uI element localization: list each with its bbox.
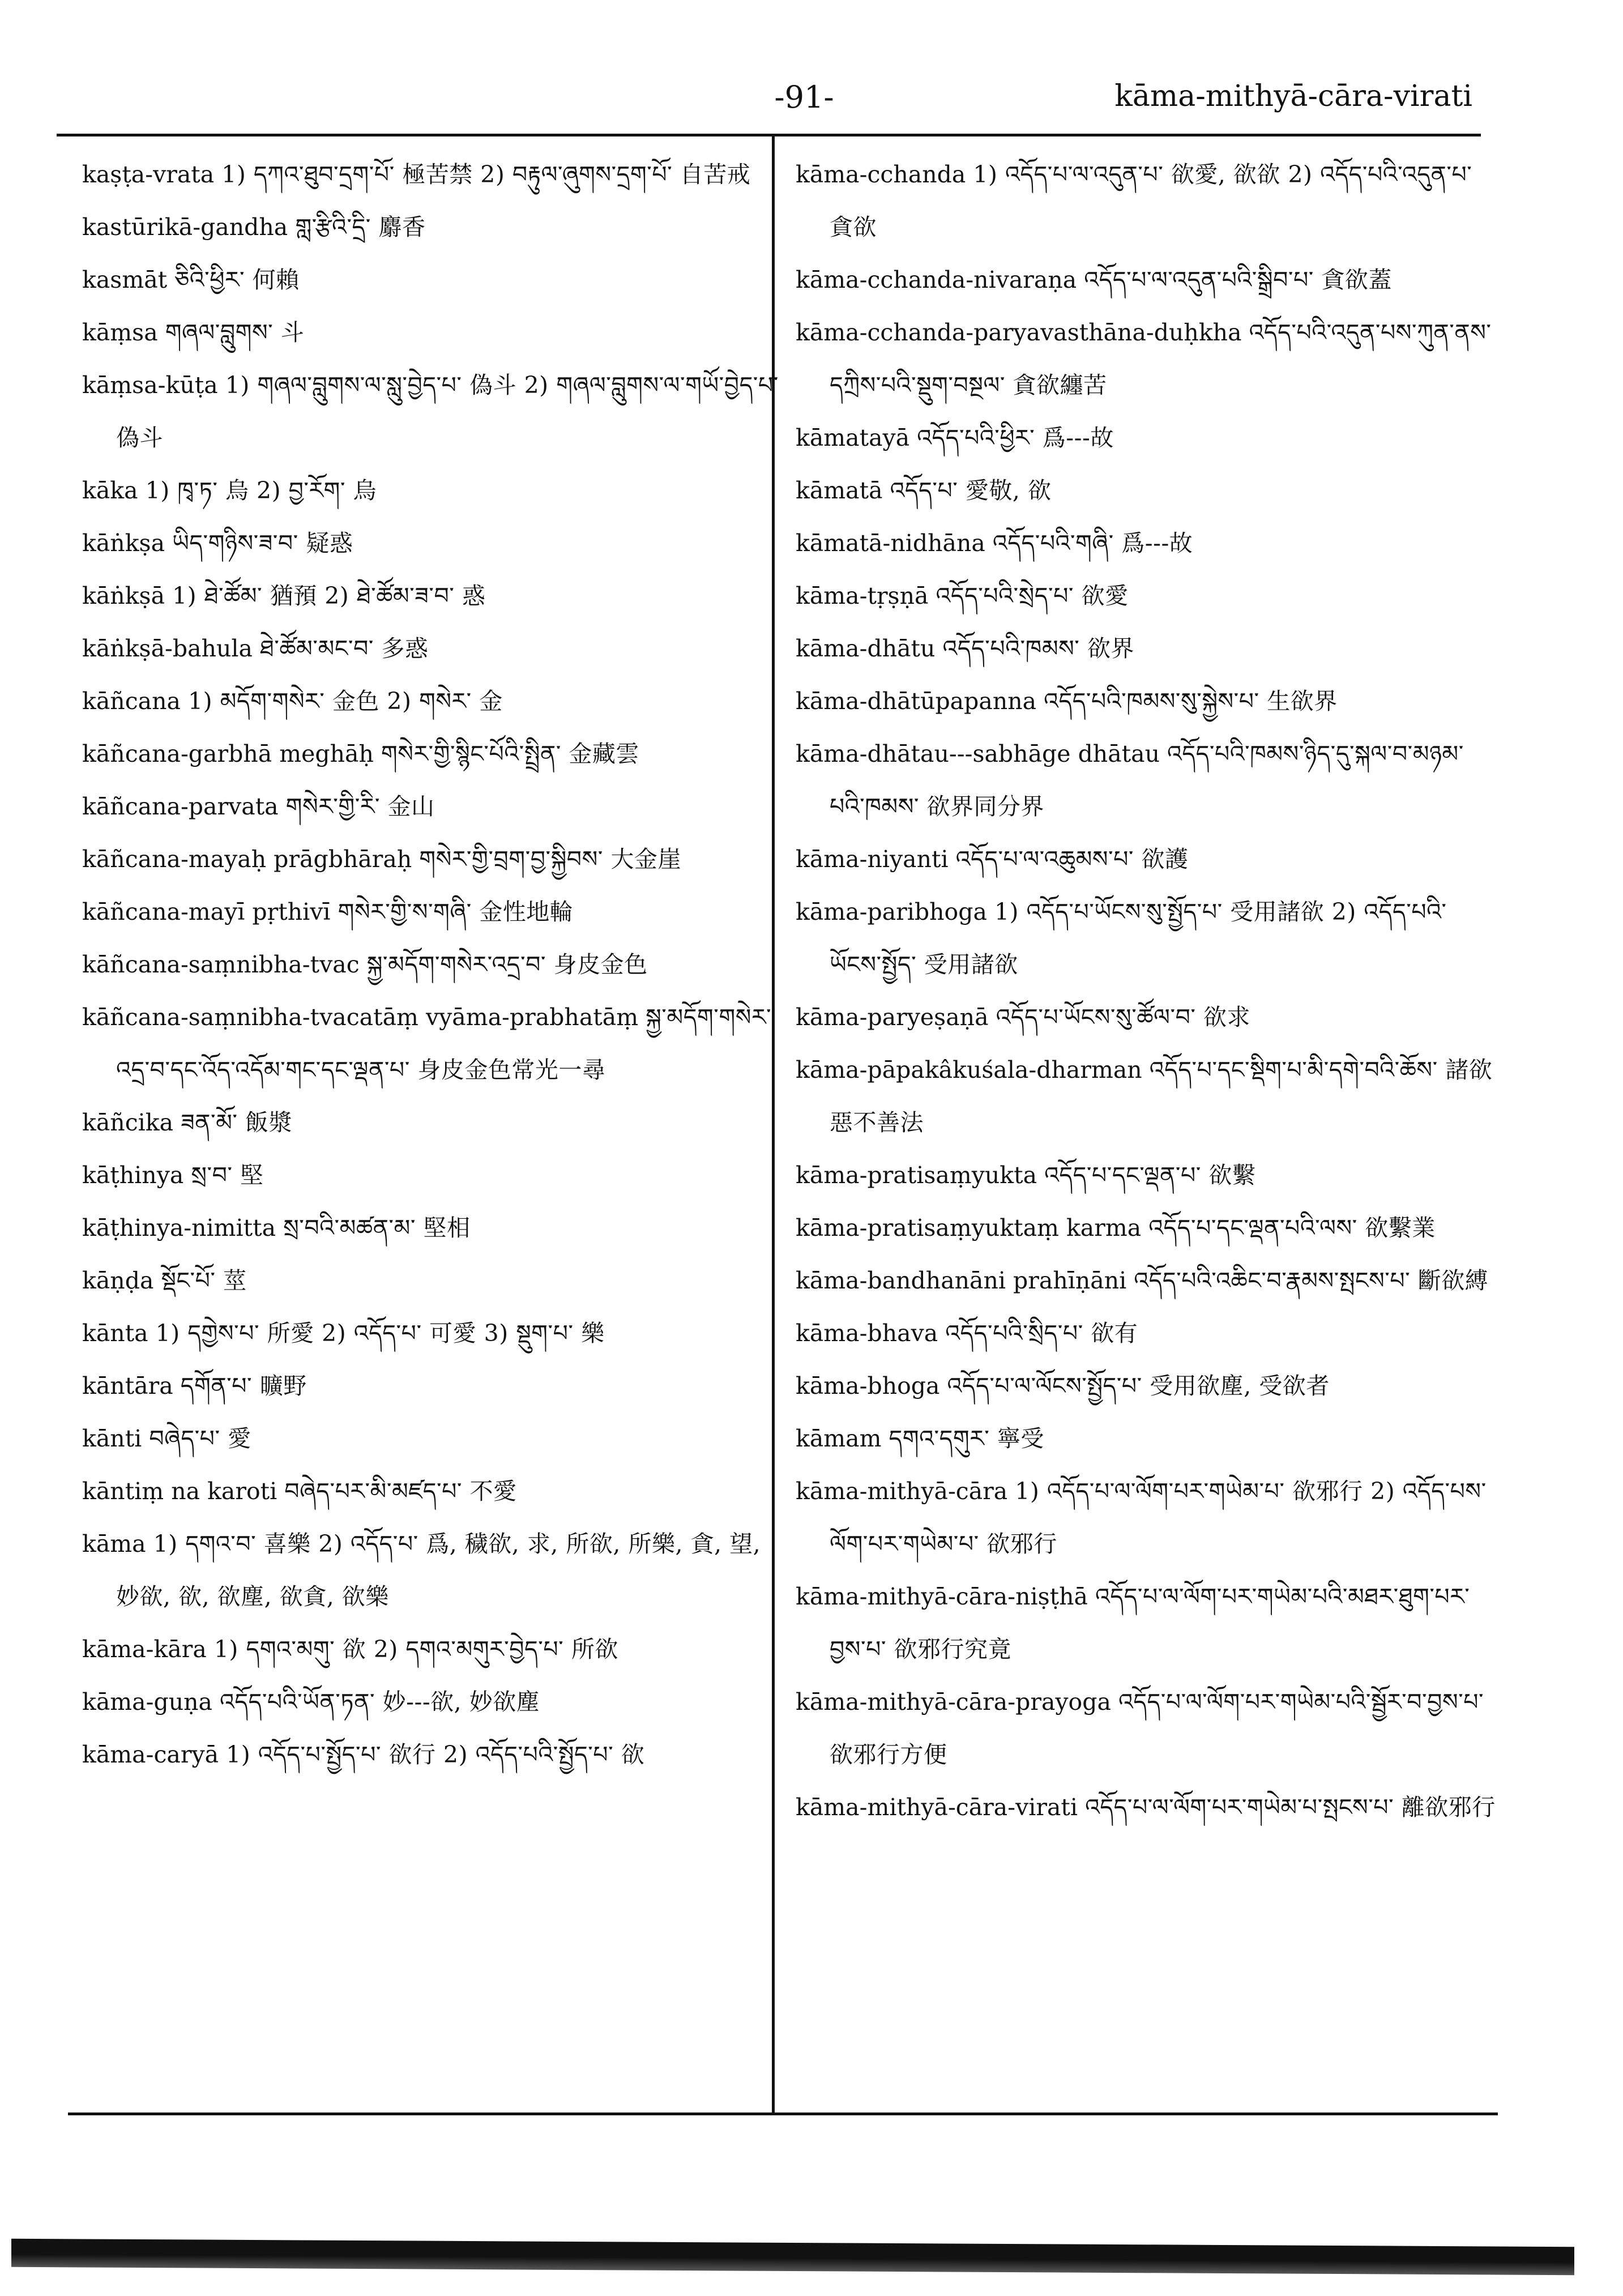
entry-definition: འདོད་པ་དང་ལྡན་པའི་ལས་ 欲繫業 [1148, 1214, 1436, 1241]
entry-definition: 1) དཀའ་ཐུབ་དྲག་པོ་ 極苦禁 2) བརྟུལ་ཞུགས་དྲག་པོ་ 自苦戒 [221, 161, 751, 188]
entry-headword: kāṭhinya-nimitta [82, 1214, 276, 1241]
dictionary-entry [796, 1149, 1498, 1202]
entry-headword: kāṭhinya [82, 1162, 184, 1189]
entry-definition: འདོད་པའི་ཕྱིར་ 爲---故 [917, 424, 1114, 451]
entry-definition: གསེར་གྱི་སྙིང་པོའི་སྤྲིན་ 金藏雲 [381, 740, 639, 767]
entry-headword: kāma-kāra [82, 1636, 207, 1663]
entry-headword: kāṅkṣā [82, 582, 165, 609]
entry-headword: kāmatā-nidhāna [796, 530, 985, 557]
dictionary-entry [82, 886, 784, 938]
entry-definition: སྐྱ་མདོག་གསེར་འདྲ་བ་དང་འོད་འདོམ་གང་དང་ལྡན་པ་ 身皮金色常光一尋 [116, 1004, 772, 1083]
entry-headword: kāma-paribhoga [796, 898, 987, 925]
entry-headword: kāma-mithyā-cāra-niṣṭhā [796, 1583, 1088, 1610]
entry-headword: kāñcana [82, 688, 181, 715]
dictionary-entry [796, 412, 1498, 464]
entry-headword: kasmāt [82, 266, 168, 293]
dictionary-entry [796, 991, 1498, 1044]
entry-headword: kāmatayā [796, 424, 910, 451]
entry-definition: 1) ཐེ་ཚོམ་ 猶預 2) ཐེ་ཚོམ་ཟ་བ་ 惑 [172, 582, 486, 609]
entry-definition: འདོད་པའི་སྲིད་པ་ 欲有 [945, 1320, 1138, 1347]
dictionary-entry [82, 1465, 784, 1518]
dictionary-entry [82, 359, 784, 464]
bottom-rule [68, 2113, 1498, 2115]
dictionary-entry [796, 1781, 1498, 1834]
dictionary-entry [82, 1729, 784, 1781]
entry-definition: འདོད་པ་ལ་ལོངས་སྤྱོད་པ་ 受用欲塵, 受欲者 [947, 1372, 1330, 1399]
entry-headword: kāñcana-saṃnibha-tvacatāṃ vyāma-prabhatāṃ [82, 1004, 639, 1031]
entry-headword: kāñcana-parvata [82, 793, 279, 820]
entry-definition: 1) ཁྭ་ཏ་ 烏 2) བྱ་རོག་ 烏 [145, 477, 377, 504]
dictionary-entry [796, 1044, 1498, 1149]
dictionary-entry [82, 306, 784, 359]
entry-headword: kāñcana-garbhā meghāḥ [82, 740, 374, 767]
page-number: -91- [774, 79, 834, 115]
dictionary-entry [82, 1412, 784, 1465]
entry-headword: kāmam [796, 1425, 882, 1452]
entry-definition: འདོད་པའི་གཞི་ 爲---故 [992, 530, 1193, 557]
entry-headword: kānti [82, 1425, 142, 1452]
dictionary-entry [82, 570, 784, 622]
dictionary-entry [796, 833, 1498, 886]
entry-headword: kāntāra [82, 1372, 173, 1399]
entry-headword: kāma-dhātūpapanna [796, 688, 1037, 715]
dictionary-entry [82, 254, 784, 306]
entry-headword: kāma-guṇa [82, 1688, 212, 1715]
entry-definition: འདོད་པའི་འཆིང་བ་རྣམས་སྤངས་པ་ 斷欲縛 [1134, 1267, 1489, 1294]
dictionary-entry [796, 517, 1498, 570]
dictionary-entry [796, 1412, 1498, 1465]
dictionary-entry [796, 1676, 1498, 1781]
dictionary-entry [82, 517, 784, 570]
entry-definition: འདོད་པ་ལ་འདུན་པའི་སྒྲིབ་པ་ 貪欲蓋 [1084, 266, 1392, 293]
entry-headword: kāma-caryā [82, 1741, 219, 1768]
entry-headword: kāma-bandhanāni prahīṇāni [796, 1267, 1127, 1294]
dictionary-entry [796, 464, 1498, 517]
dictionary-entry [82, 1676, 784, 1729]
entry-headword: kāma-mithyā-cāra-prayoga [796, 1688, 1111, 1715]
entry-definition: འདོད་པའི་ཡོན་ཏན་ 妙---欲, 妙欲塵 [220, 1688, 540, 1715]
entry-definition: འདོད་པ་ལ་ལོག་པར་གཡེམ་པ་སྤངས་པ་ 離欲邪行 [1085, 1794, 1496, 1821]
dictionary-entry [82, 1096, 784, 1149]
entry-definition: འདོད་པའི་འདུན་པས་ཀུན་ནས་དཀྲིས་པའི་སྡུག་བསྔལ་ 貪欲纏苦 [830, 319, 1492, 399]
entry-definition: 1) འདོད་པ་ཡོངས་སུ་སྤྱོད་པ་ 受用諸欲 2) འདོད་པའི་ཡོངས་སྤྱོད་ 受用諸欲 [830, 898, 1447, 978]
entry-headword: kaṣṭa-vrata [82, 161, 215, 188]
dictionary-entry [82, 938, 784, 991]
entry-headword: kāntiṃ na karoti [82, 1478, 277, 1505]
entry-definition: 1) འདོད་པ་ལ་ལོག་པར་གཡེམ་པ་ 欲邪行 2) འདོད་པས་ལོག་པར་གཡེམ་པ་ 欲邪行 [830, 1478, 1487, 1557]
entry-definition: གསེར་གྱི་བྲག་བྱ་སྐྱིབས་ 大金崖 [419, 846, 681, 873]
entry-definition: སྐྱ་མདོག་གསེར་འདྲ་བ་ 身皮金色 [366, 951, 648, 978]
dictionary-entry [82, 1307, 784, 1360]
entry-headword: kāma-pratisaṃyukta [796, 1162, 1037, 1189]
entry-headword: kāma-mithyā-cāra [796, 1478, 1008, 1505]
entry-headword: kānta [82, 1320, 148, 1347]
dictionary-entry [82, 1623, 784, 1676]
entry-headword: kāṇḍa [82, 1267, 154, 1294]
entry-definition: འདོད་པའི་ཁམས་སུ་སྐྱེས་པ་ 生欲界 [1044, 688, 1338, 715]
entry-definition: 1) འདོད་པ་ལ་འདུན་པ་ 欲愛, 欲欲 2) འདོད་པའི་འདུན་པ་ 貪欲 [830, 161, 1472, 241]
dictionary-entry [82, 728, 784, 780]
entry-headword: kāma-cchanda-nivaraṇa [796, 266, 1077, 293]
left-column [82, 148, 784, 1781]
top-rule [57, 134, 1481, 136]
dictionary-entry [796, 1465, 1498, 1571]
dictionary-entry [82, 1149, 784, 1202]
dictionary-entry [796, 728, 1498, 833]
entry-definition: གླ་རྩིའི་དྲི་ 麝香 [295, 214, 426, 241]
entry-headword: kāñcana-mayaḥ prāgbhāraḥ [82, 846, 412, 873]
entry-headword: kāma-tṛṣṇā [796, 582, 929, 609]
entry-headword: kāka [82, 477, 138, 504]
entry-definition: འདོད་པ་ལ་ལོག་པར་གཡེམ་པའི་མཐར་ཐུག་པར་བྱས་པ་ 欲邪行究竟 [830, 1583, 1470, 1663]
dictionary-entry [796, 148, 1498, 254]
dictionary-entry [82, 675, 784, 728]
entry-headword: kāñcika [82, 1109, 174, 1136]
dictionary-entry [82, 622, 784, 675]
entry-definition: 1) གཞལ་བླུགས་ལ་སླུ་བྱེད་པ་ 偽斗 2) གཞལ་བླུགས་ལ་གཡོ་བྱེད་པ་ 偽斗 [116, 372, 779, 451]
entry-definition: 1) དགའ་མགུ་ 欲 2) དགའ་མགུར་བྱེད་པ་ 所欲 [213, 1636, 618, 1663]
entry-definition: འདོད་པའི་ཁམས་ 欲界 [942, 635, 1134, 662]
entry-definition: སྡོང་པོ་ 莖 [161, 1267, 247, 1294]
entry-definition: གཞལ་བླུགས་ 斗 [165, 319, 305, 346]
entry-definition: 1) དགའ་བ་ 喜樂 2) འདོད་པ་ 爲, 穢欲, 求, 所欲, 所樂, 貪, 望, 妙欲, 欲, 欲塵, 欲貪, 欲樂 [116, 1530, 761, 1610]
entry-headword: kāma-cchanda-paryavasthāna-duḥkha [796, 319, 1242, 346]
entry-definition: 1) འདོད་པ་སྤྱོད་པ་ 欲行 2) འདོད་པའི་སྤྱོད་པ་ 欲 [226, 1741, 645, 1768]
dictionary-entry [796, 675, 1498, 728]
dictionary-entry [82, 1518, 784, 1623]
entry-headword: kāma-niyanti [796, 846, 949, 873]
dictionary-entry [796, 1307, 1498, 1360]
dictionary-entry [82, 148, 784, 201]
entry-headword: kāma-pāpakâkuśala-dharman [796, 1056, 1142, 1083]
entry-definition: 1) དགྱེས་པ་ 所愛 2) འདོད་པ་ 可愛 3) སྡུག་པ་ 樂 [155, 1320, 605, 1347]
dictionary-entry [82, 1254, 784, 1307]
entry-headword: kastūrikā-gandha [82, 214, 288, 241]
dictionary-entry [796, 306, 1498, 412]
entry-definition: 1) མདོག་གསེར་ 金色 2) གསེར་ 金 [188, 688, 503, 715]
entry-headword: kāṃsa-kūṭa [82, 372, 218, 399]
dictionary-entry [796, 1254, 1498, 1307]
entry-headword: kāñcana-mayī pṛthivī [82, 898, 331, 925]
entry-headword: kāmatā [796, 477, 883, 504]
entry-definition: ཟན་མོ་ 飯漿 [181, 1109, 293, 1136]
dictionary-entry [796, 1571, 1498, 1676]
dictionary-entry [82, 780, 784, 833]
entry-headword: kāma-bhoga [796, 1372, 940, 1399]
entry-headword: kāma-bhava [796, 1320, 938, 1347]
entry-headword: kāṃsa [82, 319, 158, 346]
entry-definition: དགོན་པ་ 曠野 [180, 1372, 307, 1399]
entry-definition: འདོད་པ་ལ་འཆུམས་པ་ 欲護 [955, 846, 1189, 873]
entry-headword: kāñcana-saṃnibha-tvac [82, 951, 360, 978]
entry-definition: བཞེད་པ་ 愛 [149, 1425, 251, 1452]
dictionary-entry [796, 570, 1498, 622]
dictionary-entry [796, 1360, 1498, 1412]
entry-headword: kāma [82, 1530, 146, 1557]
entry-definition: སྲ་བའི་མཚན་མ་ 堅相 [283, 1214, 471, 1241]
dictionary-entry [82, 1360, 784, 1412]
dictionary-entry [796, 254, 1498, 306]
entry-definition: གསེར་གྱི་ས་གཞི་ 金性地輪 [338, 898, 574, 925]
entry-definition: སྲ་བ་ 堅 [191, 1162, 264, 1189]
entry-definition: འདོད་པ་ལ་ལོག་པར་གཡེམ་པའི་སྦྱོར་བ་བྱས་པ་ 欲邪行方便 [830, 1688, 1484, 1768]
entry-definition: འདོད་པའི་ཁམས་ཉིད་དུ་སྐལ་བ་མཉམ་པའི་ཁམས་ 欲界同分界 [830, 740, 1464, 820]
entry-headword: kāma-pratisaṃyuktaṃ karma [796, 1214, 1142, 1241]
dictionary-entry [82, 464, 784, 517]
entry-definition: འདོད་པ་དང་ལྡན་པ་ 欲繫 [1044, 1162, 1256, 1189]
entry-definition: ཅིའི་ཕྱིར་ 何賴 [174, 266, 300, 293]
entry-headword: kāma-dhātau---sabhāge dhātau [796, 740, 1160, 767]
entry-definition: འདོད་པའི་སྲེད་པ་ 欲愛 [936, 582, 1129, 609]
dictionary-entry [82, 1202, 784, 1254]
entry-definition: འདོད་པ་ཡོངས་སུ་ཚོལ་བ་ 欲求 [996, 1004, 1250, 1031]
entry-headword: kāma-paryeṣaṇā [796, 1004, 989, 1031]
dictionary-entry [796, 622, 1498, 675]
entry-definition: དགའ་དགུར་ 寧受 [889, 1425, 1044, 1452]
dictionary-entry [82, 991, 784, 1096]
running-head: kāma-mithyā-cāra-virati [1114, 79, 1472, 113]
entry-headword: kāṅkṣa [82, 530, 165, 557]
entry-headword: kāma-mithyā-cāra-virati [796, 1794, 1078, 1821]
right-column [796, 148, 1498, 1834]
dictionary-entry [82, 833, 784, 886]
scan-edge-bar [11, 2239, 1574, 2275]
dictionary-entry [82, 201, 784, 254]
entry-headword: kāma-cchanda [796, 161, 966, 188]
entry-headword: kāṅkṣā-bahula [82, 635, 253, 662]
entry-definition: བཞེད་པར་མི་མཛད་པ་ 不愛 [284, 1478, 517, 1505]
entry-definition: འདོད་པ་དང་སྡིག་པ་མི་དགེ་བའི་ཆོས་ 諸欲惡不善法 [830, 1056, 1493, 1136]
dictionary-entry [796, 1202, 1498, 1254]
entry-definition: ཡིད་གཉིས་ཟ་བ་ 疑惑 [172, 530, 353, 557]
entry-headword: kāma-dhātu [796, 635, 936, 662]
entry-definition: གསེར་གྱི་རི་ 金山 [285, 793, 435, 820]
dictionary-entry [796, 886, 1498, 991]
entry-definition: འདོད་པ་ 愛敬, 欲 [890, 477, 1052, 504]
entry-definition: ཐེ་ཚོམ་མང་བ་ 多惑 [259, 635, 429, 662]
page-header [57, 79, 1472, 130]
